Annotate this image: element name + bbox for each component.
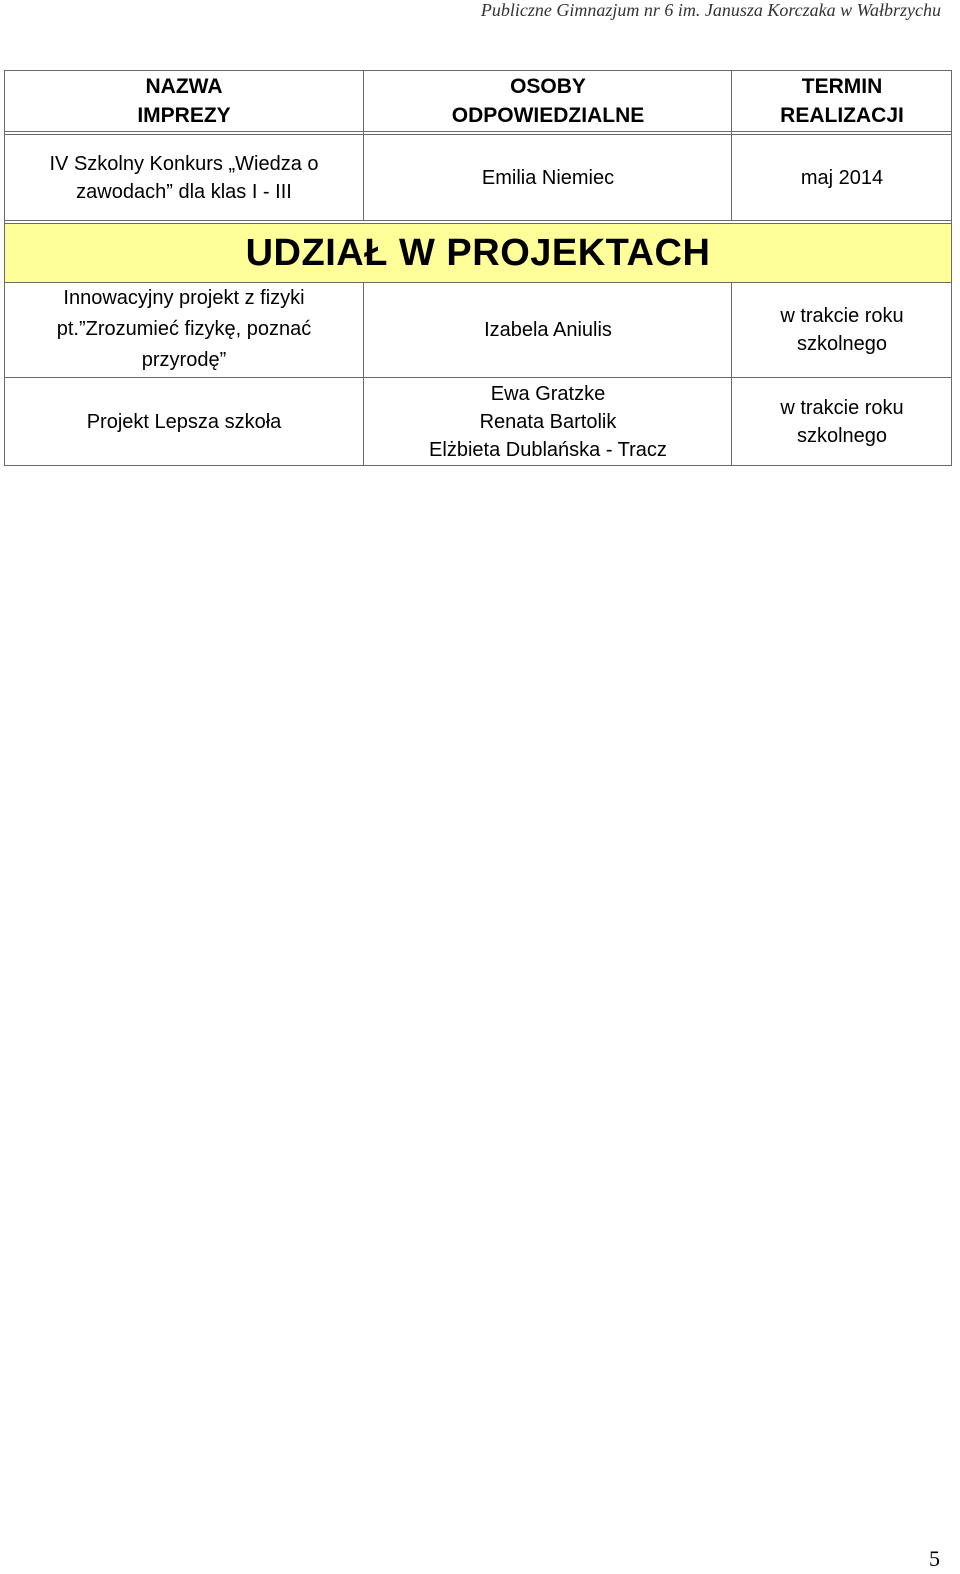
events-table: [4, 70, 952, 466]
event-term-cell: maj 2014: [800, 167, 884, 189]
column-header-term: TERMIN REALIZACJI: [780, 75, 904, 127]
page-number: 5: [929, 1546, 940, 1571]
project-name-cell: Projekt Lepsza szkoła: [86, 410, 282, 433]
project-term-cell: w trakcie roku szkolnego: [780, 305, 904, 355]
event-name-cell: IV Szkolny Konkurs „Wiedza o zawodach” dla klas I - III: [49, 153, 319, 203]
page-header: Publiczne Gimnazjum nr 6 im. Janusza Korczaka w Wałbrzychu: [480, 0, 941, 20]
table-border: [4, 465, 952, 466]
project-persons-cell: Ewa Gratzke Renata Bartolik Elżbieta Dublańska - Tracz: [429, 382, 667, 461]
column-header-name: NAZWA IMPREZY: [137, 75, 231, 127]
section-title: UDZIAŁ W PROJEKTACH: [245, 231, 711, 274]
project-persons-cell: Izabela Aniulis: [484, 319, 612, 341]
event-persons-cell: Emilia Niemiec: [481, 167, 615, 189]
column-header-persons: OSOBY ODPOWIEDZIALNE: [451, 75, 645, 127]
project-name-cell: Innowacyjny projekt z fizyki pt.”Zrozumieć fizykę, poznać przyrodę”: [56, 286, 312, 371]
project-term-cell: w trakcie roku szkolnego: [780, 396, 904, 447]
